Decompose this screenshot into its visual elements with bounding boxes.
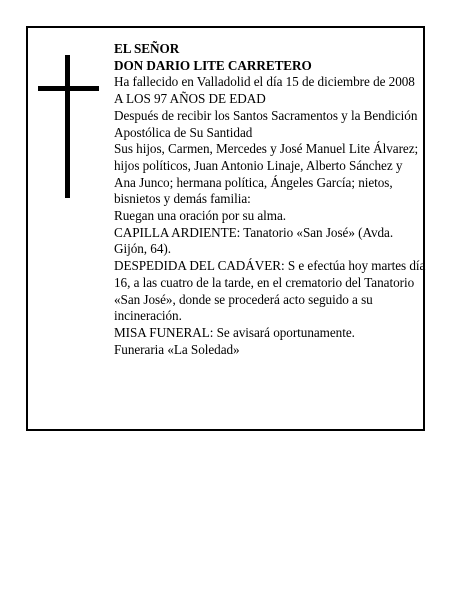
prayer-request: Ruegan una oración por su alma. bbox=[114, 208, 287, 224]
sacraments-statement: Después de recibir los Santos Sacramentos y la Bendición Apostólica de Su Santidad bbox=[114, 107, 418, 140]
obituary-notice bbox=[26, 26, 425, 431]
cross-horizontal-bar bbox=[38, 86, 99, 91]
farewell-info: DESPEDIDA DEL CADÁVER: S e efectúa hoy martes día 16, a las cuatro de la tarde, en el crematorio del Tanatorio «San José», donde se procederá acto seguido a su incineración. bbox=[114, 258, 426, 324]
obituary-text bbox=[114, 41, 426, 358]
death-statement: Ha fallecido en Valladolid el día 15 de diciembre de 2008 bbox=[114, 74, 415, 90]
funeral-home: Funeraria «La Soledad» bbox=[114, 341, 240, 357]
deceased-name: DON DARIO LITE CARRETERO bbox=[114, 57, 312, 73]
family-statement: Sus hijos, Carmen, Mercedes y José Manuel Lite Álvarez; hijos políticos, Juan Antonio Linaje, Alberto Sánchez y Ana Junco; hermana política, Ángeles García; nietos, bisnietos y demás familia: bbox=[114, 141, 419, 207]
cross-icon bbox=[38, 55, 99, 198]
chapel-info: CAPILLA ARDIENTE: Tanatorio «San José» (Avda. Gijón, 64). bbox=[114, 224, 394, 257]
cross-vertical-bar bbox=[65, 55, 70, 198]
funeral-mass-info: MISA FUNERAL: Se avisará oportunamente. bbox=[114, 324, 355, 340]
age-statement: A LOS 97 AÑOS DE EDAD bbox=[114, 91, 266, 107]
obituary-title: EL SEÑOR bbox=[114, 41, 180, 56]
